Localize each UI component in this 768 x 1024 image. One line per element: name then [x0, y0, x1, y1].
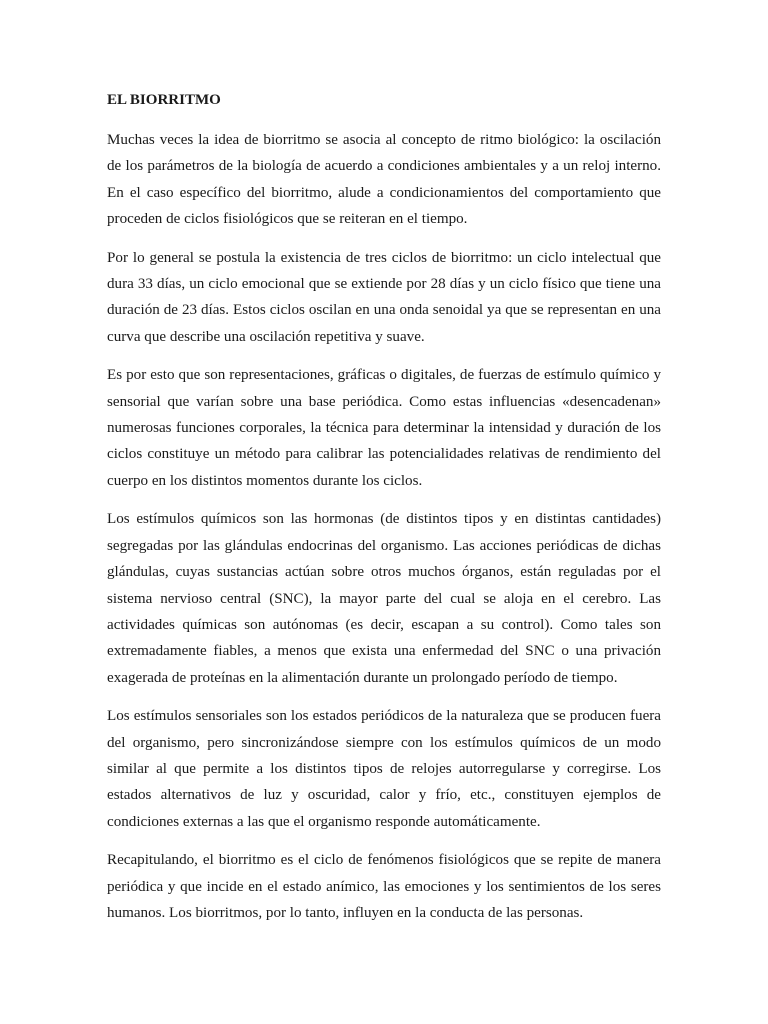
paragraph-three-cycles: Por lo general se postula la existencia de tres ciclos de biorritmo: un ciclo intelectual que dura 33 días, un ciclo emocional que se extiende por 28 días y un ciclo físico que tiene una duración de 23 días. Estos ciclos oscilan en una onda senoidal ya que se representan en una curva que describe una oscilación repetitiva y suave. — [107, 249, 661, 345]
paragraph-sensory-stimuli: Los estímulos sensoriales son los estados periódicos de la naturaleza que se producen fuera del organismo, pero sincronizándose siempre con los estímulos químicos de un modo similar al que permite a los distintos tipos de relojes autorregularse y corregirse. Los estados alternativos de luz y oscuridad, calor y frío, etc., constituyen ejemplos de condiciones externas a las que el organismo responde automáticamente. — [107, 708, 661, 830]
paragraph-intro: Muchas veces la idea de biorritmo se asocia al concepto de ritmo biológico: la oscilación de los parámetros de la biología de acuerdo a condiciones ambientales y a un reloj interno. En el caso específico del biorritmo, alude a condicionamientos del comportamiento que proceden de ciclos fisiológicos que se reiteran en el tiempo. — [107, 132, 661, 228]
paragraph-representations: Es por esto que son representaciones, gráficas o digitales, de fuerzas de estímulo químico y sensorial que varían sobre una base periódica. Como estas influencias «desencadenan» numerosas funciones corporales, la técnica para determinar la intensidad y duración de los ciclos constituye un método para calibrar las potencialidades relativas de rendimiento del cuerpo en los distintos momentos durante los ciclos. — [107, 367, 661, 489]
paragraph-chemical-stimuli: Los estímulos químicos son las hormonas (de distintos tipos y en distintas cantidades) segregadas por las glándulas endocrinas del organismo. Las acciones periódicas de dichas glándulas, cuyas sustancias actúan sobre otros muchos órganos, están reguladas por el sistema nervioso central (SNC), la mayor parte del cual se aloja en el cerebro. Las actividades químicas son autónomas (es decir, escapan a su control). Como tales son extremadamente fiables, a menos que exista una enfermedad del SNC o una privación exagerada de proteínas en la alimentación durante un prolongado período de tiempo. — [107, 511, 661, 686]
document-body — [107, 90, 661, 938]
document-title: EL BIORRITMO — [107, 92, 221, 108]
paragraph-summary: Recapitulando, el biorritmo es el ciclo de fenómenos fisiológicos que se repite de manera periódica y que incide en el estado anímico, las emociones y los sentimientos de los seres humanos. Los biorritmos, por lo tanto, influyen en la conducta de las personas. — [107, 852, 661, 921]
